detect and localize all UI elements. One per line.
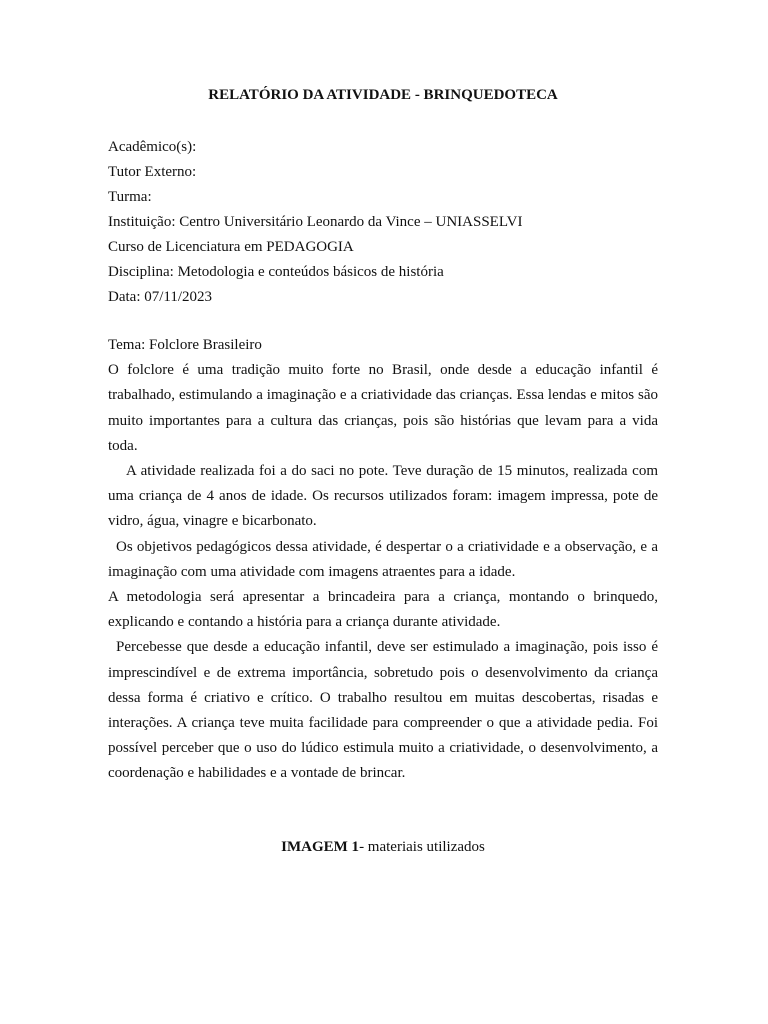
instituicao-field: Instituição: Centro Universitário Leonardo da Vince – UNIASSELVI	[108, 214, 523, 230]
report-title: RELATÓRIO DA ATIVIDADE - BRINQUEDOTECA	[208, 87, 558, 103]
curso-field: Curso de Licenciatura em PEDAGOGIA	[108, 239, 354, 255]
paragraph-atividade: A atividade realizada foi a do saci no pote. Teve duração de 15 minutos, realizada com uma criança de 4 anos de idade. Os recursos utilizados foram: imagem impressa, pote de vidro, água, vinagre e bicarbonato.	[108, 463, 658, 530]
disciplina-field: Disciplina: Metodologia e conteúdos básicos de história	[108, 264, 444, 280]
paragraph-metodologia: A metodologia será apresentar a brincadeira para a criança, montando o brinquedo, explicando e contando a história para a criança durante atividade.	[108, 589, 658, 631]
image-caption	[108, 838, 658, 856]
paragraph-objetivos: Os objetivos pedagógicos dessa atividade, é despertar o a criatividade e a observação, e a imaginação com uma atividade com imagens atraentes para a idade.	[108, 538, 658, 580]
report-body	[108, 333, 658, 787]
paragraph-conclusao: Percebesse que desde a educação infantil, deve ser estimulado a imaginação, pois isso é imprescindível e de extrema importância, sobretudo pois o desenvolvimento da criança dessa forma é criativo e crítico. O trabalho resultou em muitas descobertas, risadas e interações. A criança teve muita facilidade para compreender o que a atividade pedia. Foi possível perceber que o uso do lúdico estimula muito a criatividade, o desenvolvimento, a coordenação e habilidades e a vontade de brincar.	[108, 639, 658, 782]
date-field: Data: 07/11/2023	[108, 289, 213, 305]
academicos-field: Acadêmico(s):	[108, 139, 197, 155]
report-header-info	[108, 135, 668, 310]
paragraph-folclore: O folclore é uma tradição muito forte no Brasil, onde desde a educação infantil é trabalhado, estimulando a imaginação e a criatividade das crianças. Essa lendas e mitos são muito importantes para a cultura das crianças, pois são histórias que levam para a vida toda.	[108, 362, 658, 454]
topic-line: Tema: Folclore Brasileiro	[108, 337, 262, 353]
caption-text: - materiais utilizados	[359, 839, 485, 855]
caption-label: IMAGEM 1	[281, 839, 360, 855]
tutor-field: Tutor Externo:	[108, 164, 197, 180]
turma-field: Turma:	[108, 189, 152, 205]
